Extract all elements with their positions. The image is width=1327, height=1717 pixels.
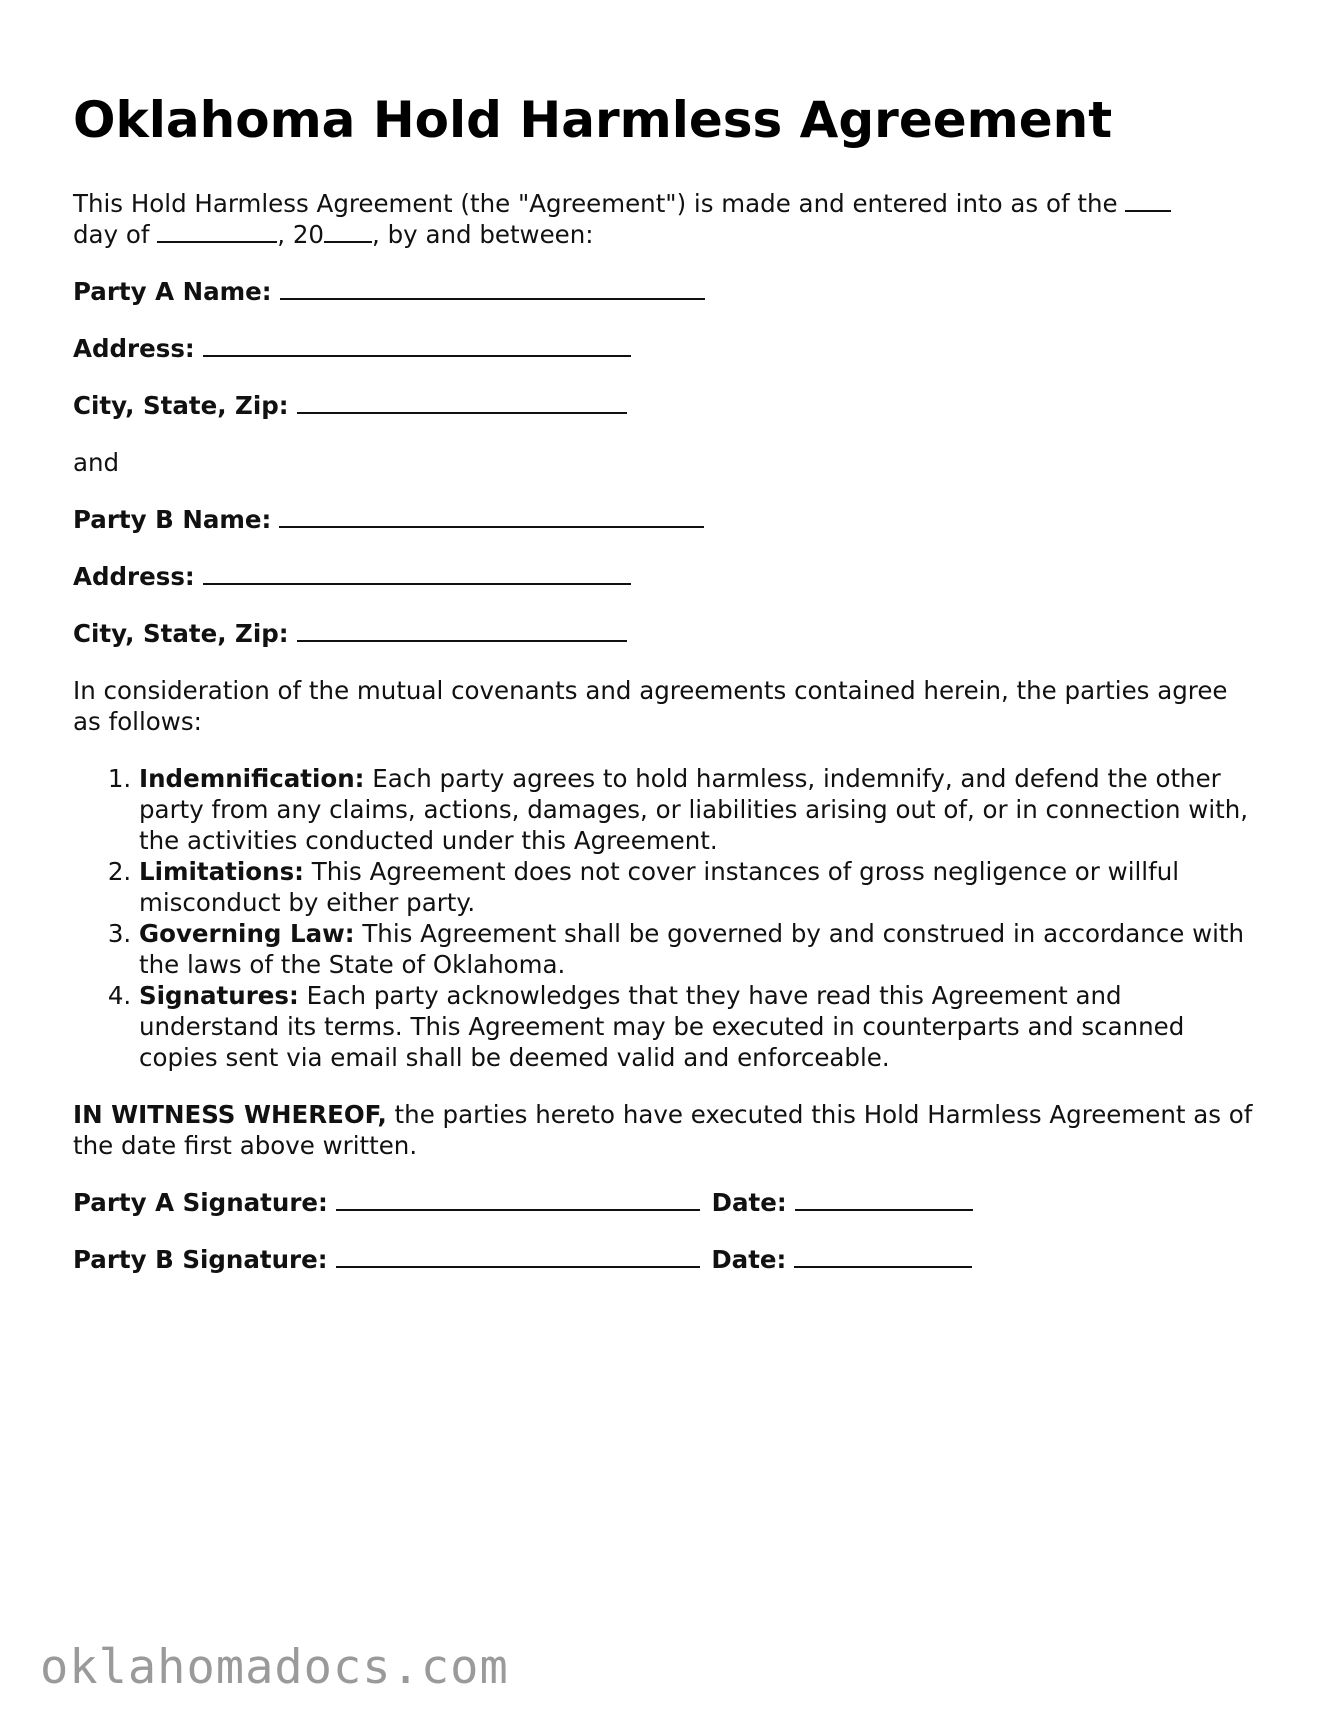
party-a-address-field: [73, 333, 1253, 364]
document-title: Oklahoma Hold Harmless Agreement: [73, 91, 1113, 149]
party-b-date-label: Date:: [711, 1245, 787, 1274]
intro-text-4: , by and between:: [372, 220, 594, 249]
party-b-name-label: Party B Name:: [73, 505, 272, 534]
party-a-city-blank[interactable]: [297, 390, 627, 414]
party-b-address-field: [73, 561, 1253, 592]
term-label: Signatures:: [139, 981, 299, 1010]
party-a-name-blank[interactable]: [280, 276, 705, 300]
party-a-signature-row: [73, 1187, 1253, 1218]
term-text: Each party acknowledges that they have read this Agreement and understand its terms. This Agreement may be executed in counterparts and scanned copies sent via email shall be deemed valid and enforceable.: [139, 981, 1185, 1072]
term-text: This Agreement does not cover instances of gross negligence or willful misconduct by either party.: [139, 857, 1180, 917]
month-blank[interactable]: [157, 221, 277, 243]
consideration-paragraph: In consideration of the mutual covenants and agreements contained herein, the parties agree as follows:: [73, 676, 1228, 736]
term-item: [139, 763, 1253, 856]
party-b-signature-blank[interactable]: [336, 1244, 700, 1268]
party-a-city-label: City, State, Zip:: [73, 391, 289, 420]
term-label: Indemnification:: [139, 764, 365, 793]
term-text: Each party agrees to hold harmless, indemnify, and defend the other party from any claims, actions, damages, or liabilities arising out of, or in connection with, the activities conducted under this Agreement.: [139, 764, 1249, 855]
term-label: Governing Law:: [139, 919, 355, 948]
party-b-date-blank[interactable]: [794, 1244, 972, 1268]
party-b-signature-label: Party B Signature:: [73, 1245, 328, 1274]
party-a-address-label: Address:: [73, 334, 195, 363]
intro-paragraph: [73, 188, 1253, 250]
term-item: [139, 918, 1253, 980]
document-page: [73, 90, 1253, 1301]
term-item: [139, 980, 1253, 1073]
party-b-signature-row: [73, 1244, 1253, 1275]
party-b-address-blank[interactable]: [203, 561, 631, 585]
term-item: [139, 856, 1253, 918]
party-a-date-label: Date:: [711, 1188, 787, 1217]
year-blank[interactable]: [324, 221, 372, 243]
party-b-city-label: City, State, Zip:: [73, 619, 289, 648]
witness-text: the parties hereto have executed this Hold Harmless Agreement as of the date first above written.: [73, 1100, 1253, 1160]
term-label: Limitations:: [139, 857, 304, 886]
terms-list: [73, 763, 1253, 1073]
day-blank[interactable]: [1125, 190, 1171, 212]
party-a-city-field: [73, 390, 1253, 421]
site-watermark: oklahomadocs.com: [40, 1640, 509, 1695]
term-text: This Agreement shall be governed by and construed in accordance with the laws of the State of Oklahoma.: [139, 919, 1245, 979]
witness-paragraph: [73, 1099, 1253, 1161]
intro-text-2: day of: [73, 220, 158, 249]
party-b-name-field: [73, 504, 1253, 535]
party-a-name-field: [73, 276, 1253, 307]
party-b-address-label: Address:: [73, 562, 195, 591]
party-a-signature-label: Party A Signature:: [73, 1188, 328, 1217]
party-b-city-blank[interactable]: [297, 618, 627, 642]
party-b-name-blank[interactable]: [279, 504, 704, 528]
party-a-address-blank[interactable]: [203, 333, 631, 357]
party-a-date-blank[interactable]: [795, 1187, 973, 1211]
party-a-name-label: Party A Name:: [73, 277, 272, 306]
witness-label: IN WITNESS WHEREOF,: [73, 1100, 387, 1129]
intro-text-3: , 20: [277, 220, 325, 249]
party-b-city-field: [73, 618, 1253, 649]
conjunction-text: and: [73, 448, 120, 477]
intro-text-1: This Hold Harmless Agreement (the "Agreement") is made and entered into as of the: [73, 189, 1126, 218]
party-a-signature-blank[interactable]: [336, 1187, 700, 1211]
